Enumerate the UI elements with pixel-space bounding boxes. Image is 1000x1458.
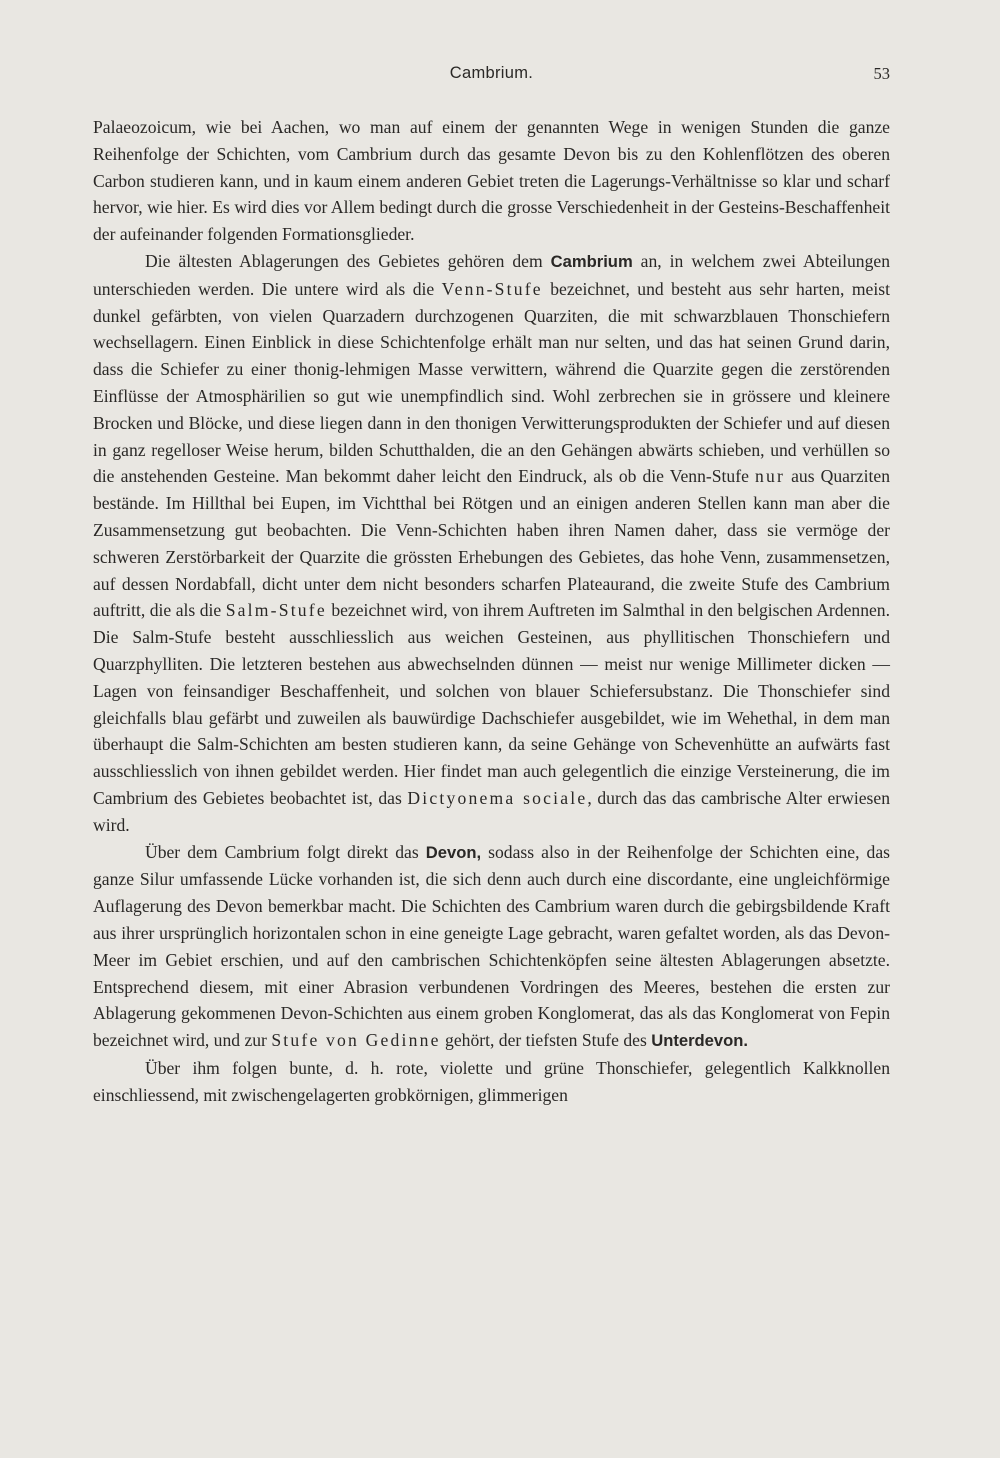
term-salm-stufe: Salm-Stufe (225, 600, 327, 621)
text-run: Palaeozoicum, wie bei Aachen, wo man auf einem der genannten Wege in wenigen Stunden die ganze Reihenfolge der Schichten, vom Cambrium durch das gesamte Devon bis zu den Kohlenflötzen des oberen Carbon studieren kann, und in kaum einem anderen Gebiet treten die Lagerungs-Verhältnisse so klar und scharf hervor, wie hier. Es wird dies vor Allem bedingt durch die grosse Verschiedenheit in der Gesteins-Beschaffenheit der aufeinander folgenden Formationsglieder. (93, 117, 890, 245)
text-run: Die ältesten Ablagerungen des Gebietes gehören dem (145, 250, 551, 271)
term-dictyonema-sociale: Dictyonema sociale (407, 787, 588, 808)
paragraph-1 (93, 114, 890, 248)
text-run: , durch das das cambrische Alter erwiesen wird. (93, 787, 890, 835)
text-run: gehört, der tiefsten Stufe des (440, 1030, 652, 1051)
emphasis-nur: nur (754, 466, 786, 487)
text-run: bezeichnet, und besteht aus sehr harten, meist dunkel gefärbten, von vielen Quarzadern durchzogenen Quarziten, die mit schwarzblauen Thonschiefern wechsellagern. Einen Einblick in diese Schichtenfolge erhält man nur selten, und das hat seinen Grund darin, dass die Schiefer zu einer thonig-lehmigen Masse verwittern, während die Quarzite gegen die zerstörenden Einflüsse der Atmosphärilien so gut wie unempfindlich sind. Wohl zerbrechen sie in grössere und kleinere Brocken und Blöcke, und diese liegen dann in den thonigen Verwitterungsprodukten der Schiefer und auf diesen in ganz regelloser Weise herum, bilden Schutthalden, die an den Gehängen abwärts schieben, und verhüllen so die anstehenden Gesteine. Man bekommt daher leicht den Eindruck, als ob die Venn-Stufe (93, 278, 890, 487)
term-unterdevon: Unterdevon. (651, 1031, 749, 1051)
term-devon: Devon, (425, 842, 482, 862)
paragraph-2 (93, 248, 890, 839)
page-number: 53 (873, 64, 890, 83)
text-run: Über ihm folgen bunte, d. h. rote, violette und grüne Thonschiefer, gelegentlich Kalkknollen einschliessend, mit zwischengelagerten grobkörnigen, glimmerigen (93, 1057, 890, 1105)
text-run: an, in welchem zwei Abteilungen unterschieden werden. Die untere wird als die (93, 250, 890, 299)
running-title: Cambrium. (449, 64, 534, 82)
body-text (93, 114, 890, 1108)
paragraph-3 (93, 839, 890, 1055)
text-run: aus Quarziten bestände. Im Hillthal bei Eupen, im Vichtthal bei Rötgen und an einigen anderen Stellen kann man aber die Zusammensetzung gut beobachten. Die Venn-Schichten haben ihren Namen daher, dass sie vermöge der schweren Zerstörbarkeit der Quarzite die grössten Erhebungen des Gebietes, das hohe Venn, zusammensetzen, auf dessen Nordabfall, dicht unter dem nicht besonders scharfen Plateaurand, die zweite Stufe des Cambrium auftritt, die als die (93, 466, 890, 621)
term-cambrium: Cambrium (550, 251, 633, 271)
running-header (93, 64, 890, 88)
text-run: sodass also in der Reihenfolge der Schichten eine, das ganze Silur umfassende Lücke vorhanden ist, die sich denn auch durch eine discordante, eine ungleichförmige Auflagerung des Devon bemerkbar macht. Die Schichten des Cambrium waren durch die gebirgsbildende Kraft aus ihrer ursprünglich horizontalen schon in eine geneigte Lage gebracht, waren gefaltet worden, als das Devon-Meer im Gebiet erschien, und auf den cambrischen Schichtenköpfen seine ältesten Ablagerungen absetzte. Entsprechend diesem, mit einer Abrasion verbundenen Vordringen des Meeres, bestehen die ersten zur Ablagerung gekommenen Devon-Schichten aus einem groben Konglomerat, das als das Konglomerat von Fepin bezeichnet wird, und zur (93, 841, 890, 1051)
paragraph-4 (93, 1055, 890, 1109)
text-run: bezeichnet wird, von ihrem Auftreten im Salmthal in den belgischen Ardennen. Die Salm-Stufe besteht ausschliesslich aus weichen Gesteinen, aus phyllitischen Thonschiefern und Quarzphylliten. Die letzteren bestehen aus abwechselnden dünnen — meist nur wenige Millimeter dicken — Lagen von feinsandiger Beschaffenheit, und solchen von blauer Schiefersubstanz. Die Thonschiefer sind gleichfalls blau gefärbt und zuweilen als bauwürdige Dachschiefer ausgebildet, wie im Wehethal, in dem man überhaupt die Salm-Schichten am besten studieren kann, da seine Gehänge von Schevenhütte an aufwärts fast ausschliesslich von ihnen gebildet werden. Hier findet man auch gelegentlich die einzige Versteinerung, die im Cambrium des Gebietes beobachtet ist, das (93, 600, 890, 808)
term-stufe-von-gedinne: Stufe von Gedinne (271, 1030, 441, 1051)
term-venn-stufe: Venn-Stufe (441, 278, 543, 299)
text-run: Über dem Cambrium folgt direkt das (145, 841, 426, 862)
